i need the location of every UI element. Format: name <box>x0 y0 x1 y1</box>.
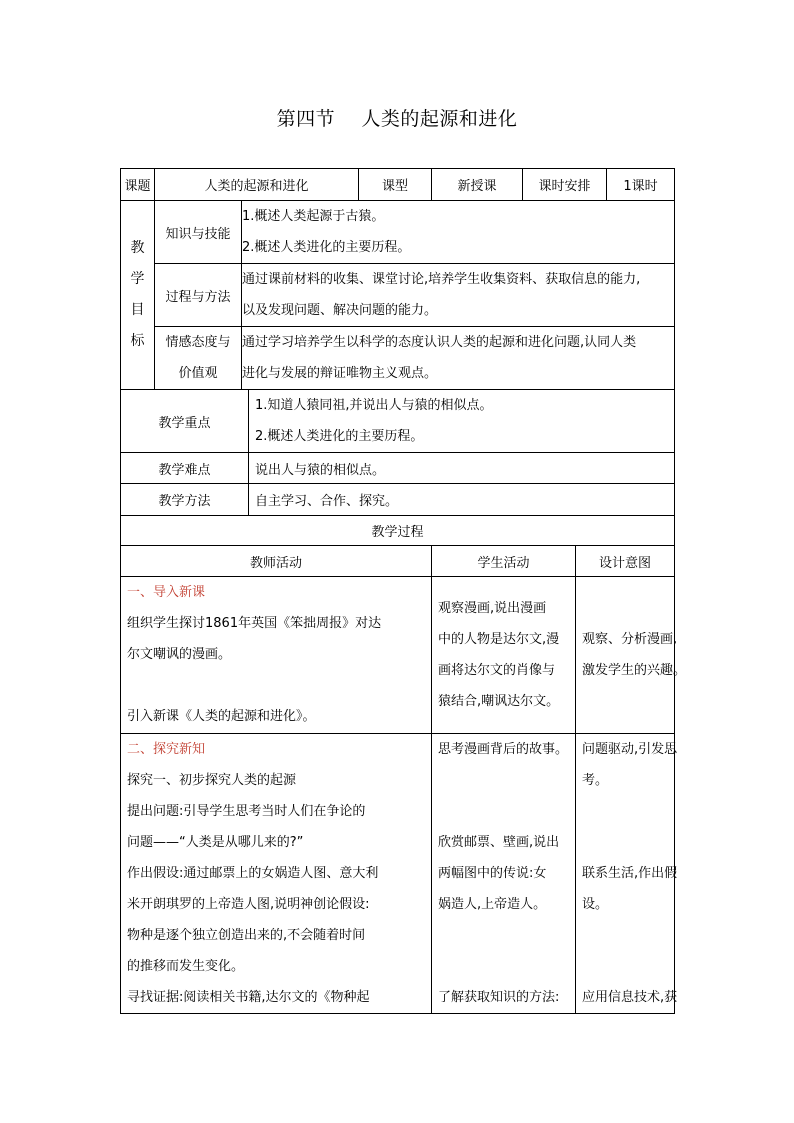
lesson-plan-table <box>120 168 687 1014</box>
teacher-line: 寻找证据:阅读相关书籍,达尔文的《物种起 <box>127 990 370 1005</box>
keshi-label: 课时安排 <box>523 169 607 201</box>
teacher-line: 作出假设:通过邮票上的女娲造人图、意大利 <box>127 866 379 881</box>
process-heading-row <box>121 516 675 546</box>
design-line: 设。 <box>582 897 609 912</box>
objective-line: 以及发现问题、解决问题的能力。 <box>242 303 438 318</box>
objective-row-attitude <box>121 327 675 390</box>
keshi-value: 1课时 <box>607 169 675 201</box>
student-line: 了解获取知识的方法: <box>438 990 560 1005</box>
teacher-activity-cell <box>121 734 432 1014</box>
kexing-label: 课型 <box>359 169 432 201</box>
header-row <box>121 169 675 201</box>
student-line: 画将达尔文的肖像与 <box>438 663 556 678</box>
design-line <box>582 827 674 858</box>
process-section-explore <box>121 734 675 1014</box>
student-line <box>438 765 575 796</box>
teacher-line: 提出问题:引导学生思考当时人们在争论的 <box>127 804 366 819</box>
teacher-line: 引入新课《人类的起源和进化》。 <box>127 709 316 724</box>
design-line: 考。 <box>582 773 609 788</box>
difficulty-row <box>121 453 675 484</box>
section-heading: 二、探究新知 <box>127 742 206 757</box>
objective-label <box>155 327 242 390</box>
objective-content <box>242 327 675 390</box>
keti-value: 人类的起源和进化 <box>155 169 359 201</box>
design-intent-cell <box>576 734 678 1014</box>
student-line: 猿结合,嘲讽达尔文。 <box>438 694 560 709</box>
student-line: 两幅图中的传说:女 <box>438 866 547 881</box>
page-title: 第四节 人类的起源和进化 <box>276 108 518 130</box>
student-line: 中的人物是达尔文,漫 <box>438 632 560 647</box>
objectives-label-char: 标 <box>130 333 145 349</box>
student-line <box>438 951 575 982</box>
objective-row-process <box>121 264 675 327</box>
teacher-line: 探究一、初步探究人类的起源 <box>127 773 297 788</box>
teacher-line: 物种是逐个独立创造出来的,不会随着时间 <box>127 928 366 943</box>
kexing-value: 新授课 <box>432 169 523 201</box>
method-row <box>121 484 675 516</box>
objectives-label-char: 学 <box>130 271 145 287</box>
objective-label-line: 价值观 <box>178 366 218 381</box>
method-label: 教学方法 <box>121 484 249 516</box>
student-line: 观察漫画,说出漫画 <box>438 601 547 616</box>
teacher-line: 组织学生探讨1861年英国《笨拙周报》对达 <box>127 616 382 631</box>
teacher-activity-header: 教师活动 <box>121 546 432 577</box>
keti-label: 课题 <box>121 169 155 201</box>
objective-label: 知识与技能 <box>155 201 242 264</box>
design-line: 联系生活,作出假 <box>582 866 678 881</box>
objective-label: 过程与方法 <box>155 264 242 327</box>
student-activity-cell <box>432 577 576 734</box>
student-activity-header: 学生活动 <box>432 546 576 577</box>
objective-label-line: 情感态度与 <box>165 335 231 350</box>
difficulty-label: 教学难点 <box>121 453 249 484</box>
design-intent-header: 设计意图 <box>576 546 675 577</box>
key-point-line: 1.知道人猿同祖,并说出人与猿的相似点。 <box>255 398 493 413</box>
student-line <box>438 796 575 827</box>
design-intent-cell <box>576 577 687 734</box>
design-line: 观察、分析漫画, <box>582 632 678 647</box>
objectives-label-char: 目 <box>130 302 145 318</box>
process-section-intro <box>121 577 675 734</box>
key-point-line: 2.概述人类进化的主要历程。 <box>255 429 424 444</box>
teacher-line: 米开朗琪罗的上帝造人图,说明神创论假设: <box>127 897 370 912</box>
key-points-row <box>121 390 675 453</box>
process-columns-row <box>121 546 675 577</box>
objective-line: 进化与发展的辩证唯物主义观点。 <box>242 366 438 381</box>
process-heading: 教学过程 <box>121 516 675 546</box>
teacher-line: 尔文嘲讽的漫画。 <box>127 647 232 662</box>
objective-line: 通过学习培养学生以科学的态度认识人类的起源和进化问题,认同人类 <box>242 335 637 350</box>
design-line: 问题驱动,引发思 <box>582 742 678 757</box>
section-heading: 一、导入新课 <box>127 585 206 600</box>
teacher-activity-cell <box>121 577 432 734</box>
design-line: 应用信息技术,获 <box>582 990 678 1005</box>
teacher-line: 的推移而发生变化。 <box>127 959 245 974</box>
key-points-content <box>249 390 675 453</box>
teacher-line: 问题——“人类是从哪儿来的?” <box>127 835 304 850</box>
objective-content <box>242 264 675 327</box>
objective-line: 1.概述人类起源于古猿。 <box>242 209 385 224</box>
student-line: 思考漫画背后的故事。 <box>438 742 569 757</box>
student-activity-cell <box>432 734 576 1014</box>
design-line: 激发学生的兴趣。 <box>582 663 687 678</box>
design-line <box>582 920 674 951</box>
design-line <box>582 951 674 982</box>
student-line: 欣赏邮票、壁画,说出 <box>438 835 560 850</box>
objectives-label-char: 教 <box>130 240 145 256</box>
student-line <box>438 920 575 951</box>
objectives-group-label <box>121 201 155 390</box>
method-value: 自主学习、合作、探究。 <box>249 484 675 516</box>
objective-line: 通过课前材料的收集、课堂讨论,培养学生收集资料、获取信息的能力, <box>242 272 641 287</box>
objective-row-knowledge <box>121 201 675 264</box>
student-line: 娲造人,上帝造人。 <box>438 897 547 912</box>
key-points-label: 教学重点 <box>121 390 249 453</box>
objective-line: 2.概述人类进化的主要历程。 <box>242 240 411 255</box>
design-line <box>582 796 674 827</box>
teacher-line <box>127 670 431 701</box>
difficulty-value: 说出人与猿的相似点。 <box>249 453 675 484</box>
objective-content <box>242 201 675 264</box>
